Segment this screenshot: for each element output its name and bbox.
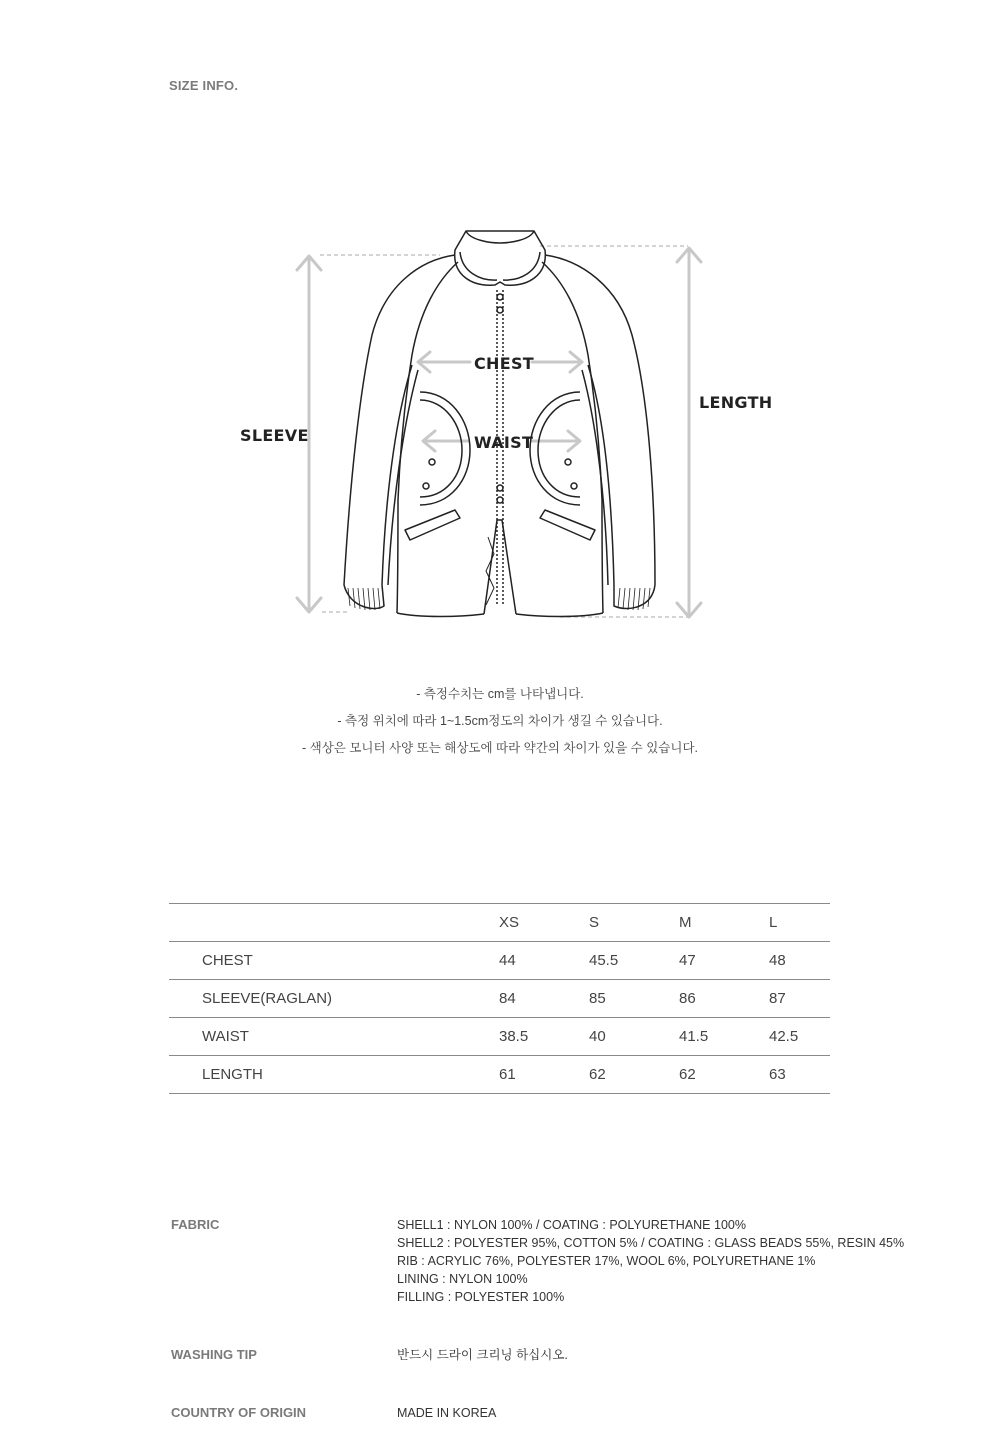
size-table <box>169 903 830 1094</box>
row-label: WAIST <box>169 1018 499 1056</box>
header-cell: L <box>769 904 830 942</box>
table-cell: 40 <box>589 1018 679 1056</box>
waist-label: WAIST <box>474 433 534 452</box>
measurement-notes <box>0 681 1000 762</box>
note-line: - 측정 위치에 따라 1~1.5cm정도의 차이가 생길 수 있습니다. <box>337 714 663 728</box>
washing-tip-label: WASHING TIP <box>171 1347 257 1362</box>
row-label: SLEEVE(RAGLAN) <box>169 980 499 1018</box>
header-cell: XS <box>499 904 589 942</box>
row-label: CHEST <box>169 942 499 980</box>
note-line: - 측정수치는 cm를 나타냅니다. <box>416 687 584 701</box>
fabric-details <box>397 1216 904 1306</box>
jacket-diagram <box>0 0 1000 680</box>
table-cell: 86 <box>679 980 769 1018</box>
table-row <box>169 1056 830 1094</box>
table-cell: 61 <box>499 1056 589 1094</box>
washing-tip-value: 반드시 드라이 크리닝 하십시오. <box>397 1348 568 1362</box>
country-of-origin-label: COUNTRY OF ORIGIN <box>171 1405 307 1420</box>
row-label: LENGTH <box>169 1056 499 1094</box>
table-cell: 87 <box>769 980 830 1018</box>
table-cell: 62 <box>589 1056 679 1094</box>
length-label: LENGTH <box>699 393 773 412</box>
country-of-origin-value: MADE IN KOREA <box>397 1406 497 1420</box>
table-cell: 62 <box>679 1056 769 1094</box>
header-cell: M <box>679 904 769 942</box>
fabric-line: FILLING : POLYESTER 100% <box>397 1290 565 1304</box>
table-cell: 84 <box>499 980 589 1018</box>
fabric-line: RIB : ACRYLIC 76%, POLYESTER 17%, WOOL 6%, POLYURETHANE 1% <box>397 1254 816 1268</box>
sleeve-label: SLEEVE <box>240 426 309 445</box>
table-cell: 38.5 <box>499 1018 589 1056</box>
header-cell <box>169 904 499 942</box>
page-title: SIZE INFO. <box>169 78 239 93</box>
table-header-row <box>169 904 830 942</box>
table-row <box>169 980 830 1018</box>
note-line: - 색상은 모니터 사양 또는 해상도에 따라 약간의 차이가 있을 수 있습니다. <box>301 741 698 755</box>
table-cell: 48 <box>769 942 830 980</box>
table-cell: 42.5 <box>769 1018 830 1056</box>
table-cell: 85 <box>589 980 679 1018</box>
fabric-line: SHELL1 : NYLON 100% / COATING : POLYURETHANE 100% <box>397 1218 746 1232</box>
fabric-line: SHELL2 : POLYESTER 95%, COTTON 5% / COATING : GLASS BEADS 55%, RESIN 45% <box>397 1236 905 1250</box>
table-row <box>169 942 830 980</box>
table-cell: 63 <box>769 1056 830 1094</box>
table-row <box>169 1018 830 1056</box>
table-cell: 44 <box>499 942 589 980</box>
header-cell: S <box>589 904 679 942</box>
chest-label: CHEST <box>474 354 534 373</box>
table-cell: 45.5 <box>589 942 679 980</box>
table-cell: 41.5 <box>679 1018 769 1056</box>
table-cell: 47 <box>679 942 769 980</box>
fabric-line: LINING : NYLON 100% <box>397 1272 528 1286</box>
fabric-label: FABRIC <box>171 1217 220 1232</box>
